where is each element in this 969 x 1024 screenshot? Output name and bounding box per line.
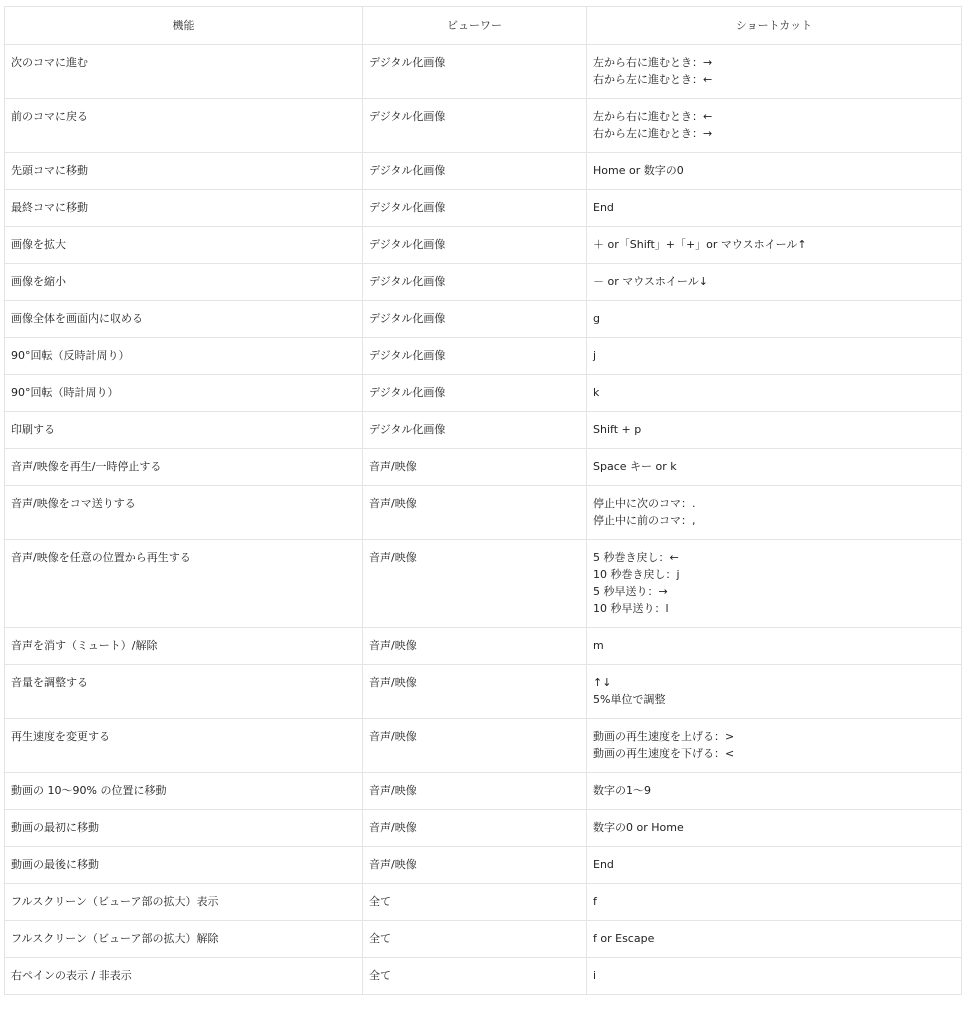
feature-cell: [5, 412, 363, 449]
shortcut-cell: [587, 540, 962, 628]
feature-text: 再生速度を変更する: [11, 730, 110, 743]
shortcut-cell: [587, 190, 962, 227]
feature-cell: [5, 153, 363, 190]
viewer-cell: [363, 884, 587, 921]
feature-text: 音声/映像を任意の位置から再生する: [11, 551, 191, 564]
feature-cell: [5, 665, 363, 719]
shortcut-cell: [587, 301, 962, 338]
column-header-shortcut: ショートカット: [587, 7, 962, 45]
feature-cell: [5, 810, 363, 847]
table-row: [5, 45, 962, 99]
feature-cell: [5, 301, 363, 338]
feature-text: 前のコマに戻る: [11, 110, 88, 123]
viewer-text: 音声/映像: [369, 858, 417, 871]
shortcut-line: i: [593, 969, 597, 982]
feature-text: 次のコマに進む: [11, 56, 88, 69]
viewer-text: デジタル化画像: [369, 312, 446, 325]
feature-text: 画像を縮小: [11, 275, 66, 288]
table-row: [5, 884, 962, 921]
table-row: [5, 719, 962, 773]
viewer-cell: [363, 486, 587, 540]
feature-text: 90°回転（反時計周り）: [11, 349, 130, 362]
viewer-text: デジタル化画像: [369, 56, 446, 69]
viewer-text: 全て: [369, 932, 391, 945]
viewer-text: 音声/映像: [369, 730, 417, 743]
viewer-text: 音声/映像: [369, 821, 417, 834]
viewer-cell: [363, 301, 587, 338]
feature-text: 画像全体を画面内に収める: [11, 312, 143, 325]
viewer-text: デジタル化画像: [369, 164, 446, 177]
shortcut-line: Home or 数字の0: [593, 164, 684, 177]
feature-cell: [5, 99, 363, 153]
shortcut-cell: [587, 412, 962, 449]
table-row: [5, 810, 962, 847]
shortcut-cell: [587, 810, 962, 847]
table-body: [5, 45, 962, 995]
shortcut-line: 動画の再生速度を上げる：>: [593, 730, 735, 743]
shortcut-cell: [587, 921, 962, 958]
viewer-cell: [363, 921, 587, 958]
feature-cell: [5, 958, 363, 995]
table-row: [5, 227, 962, 264]
column-header-feature: 機能: [5, 7, 363, 45]
shortcut-line: 左から右に進むとき：→: [593, 56, 713, 69]
feature-text: 90°回転（時計周り）: [11, 386, 119, 399]
shortcut-line: m: [593, 639, 604, 652]
shortcut-cell: [587, 665, 962, 719]
shortcut-cell: [587, 486, 962, 540]
viewer-cell: [363, 449, 587, 486]
viewer-cell: [363, 412, 587, 449]
viewer-text: 音声/映像: [369, 551, 417, 564]
viewer-cell: [363, 99, 587, 153]
shortcut-cell: [587, 375, 962, 412]
table-row: [5, 301, 962, 338]
viewer-cell: [363, 719, 587, 773]
viewer-cell: [363, 190, 587, 227]
viewer-cell: [363, 540, 587, 628]
table-row: [5, 190, 962, 227]
feature-text: 最終コマに移動: [11, 201, 88, 214]
viewer-cell: [363, 45, 587, 99]
feature-cell: [5, 227, 363, 264]
shortcut-line: f or Escape: [593, 932, 655, 945]
shortcut-line: End: [593, 201, 614, 214]
feature-text: 動画の 10〜90% の位置に移動: [11, 784, 167, 797]
shortcut-line: 右から左に進むとき：←: [593, 73, 713, 86]
table-row: [5, 847, 962, 884]
feature-text: 先頭コマに移動: [11, 164, 88, 177]
table-row: [5, 153, 962, 190]
shortcut-cell: [587, 449, 962, 486]
table-row: [5, 628, 962, 665]
feature-cell: [5, 45, 363, 99]
feature-cell: [5, 486, 363, 540]
table-row: [5, 773, 962, 810]
viewer-text: デジタル化画像: [369, 423, 446, 436]
shortcut-table-wrapper: [4, 6, 961, 995]
feature-cell: [5, 449, 363, 486]
feature-text: 動画の最後に移動: [11, 858, 99, 871]
table-row: [5, 99, 962, 153]
shortcut-line: j: [593, 349, 597, 362]
shortcut-line: End: [593, 858, 614, 871]
viewer-text: デジタル化画像: [369, 238, 446, 251]
column-header-viewer: ビューワー: [363, 7, 587, 45]
shortcut-line: 5%単位で調整: [593, 693, 666, 706]
viewer-text: 音声/映像: [369, 497, 417, 510]
shortcut-line: 動画の再生速度を下げる：<: [593, 747, 735, 760]
feature-text: 印刷する: [11, 423, 55, 436]
feature-cell: [5, 338, 363, 375]
feature-cell: [5, 773, 363, 810]
shortcut-line: 10 秒巻き戻し：j: [593, 568, 680, 581]
viewer-text: 全て: [369, 895, 391, 908]
feature-text: 音声/映像をコマ送りする: [11, 497, 136, 510]
feature-text: 音声を消す（ミュート）/解除: [11, 639, 158, 652]
shortcut-cell: [587, 153, 962, 190]
viewer-cell: [363, 375, 587, 412]
table-row: [5, 338, 962, 375]
feature-cell: [5, 921, 363, 958]
header-row: [5, 7, 962, 45]
shortcut-line: ＋ or「Shift」+「+」or マウスホイール↑: [593, 238, 807, 251]
viewer-cell: [363, 628, 587, 665]
viewer-text: 音声/映像: [369, 460, 417, 473]
viewer-cell: [363, 810, 587, 847]
shortcut-cell: [587, 847, 962, 884]
feature-cell: [5, 190, 363, 227]
feature-text: フルスクリーン（ビューア部の拡大）解除: [11, 932, 219, 945]
viewer-cell: [363, 665, 587, 719]
table-row: [5, 540, 962, 628]
shortcut-line: g: [593, 312, 600, 325]
shortcut-line: 停止中に次のコマ：.: [593, 497, 696, 510]
shortcut-line: ↑↓: [593, 676, 612, 689]
feature-cell: [5, 375, 363, 412]
viewer-text: 音声/映像: [369, 784, 417, 797]
viewer-text: デジタル化画像: [369, 275, 446, 288]
viewer-cell: [363, 153, 587, 190]
table-row: [5, 264, 962, 301]
feature-cell: [5, 264, 363, 301]
shortcut-line: 10 秒早送り：l: [593, 602, 669, 615]
shortcut-line: Shift + p: [593, 423, 642, 436]
feature-text: 右ペインの表示 / 非表示: [11, 969, 132, 982]
shortcut-cell: [587, 884, 962, 921]
shortcut-line: Space キー or k: [593, 460, 677, 473]
table-row: [5, 375, 962, 412]
shortcut-cell: [587, 227, 962, 264]
table-row: [5, 449, 962, 486]
shortcut-cell: [587, 45, 962, 99]
shortcut-cell: [587, 719, 962, 773]
feature-cell: [5, 628, 363, 665]
viewer-cell: [363, 338, 587, 375]
viewer-cell: [363, 847, 587, 884]
table-row: [5, 486, 962, 540]
shortcut-cell: [587, 628, 962, 665]
shortcut-line: 停止中に前のコマ：,: [593, 514, 696, 527]
shortcut-cell: [587, 958, 962, 995]
viewer-cell: [363, 958, 587, 995]
feature-text: 画像を拡大: [11, 238, 66, 251]
feature-text: フルスクリーン（ビューア部の拡大）表示: [11, 895, 219, 908]
shortcut-table: [4, 6, 962, 995]
table-header: [5, 7, 962, 45]
table-row: [5, 665, 962, 719]
table-row: [5, 921, 962, 958]
viewer-text: デジタル化画像: [369, 110, 446, 123]
viewer-cell: [363, 227, 587, 264]
shortcut-cell: [587, 338, 962, 375]
viewer-cell: [363, 773, 587, 810]
shortcut-cell: [587, 264, 962, 301]
viewer-text: 全て: [369, 969, 391, 982]
table-row: [5, 958, 962, 995]
viewer-text: 音声/映像: [369, 639, 417, 652]
viewer-text: デジタル化画像: [369, 386, 446, 399]
viewer-text: 音声/映像: [369, 676, 417, 689]
shortcut-line: － or マウスホイール↓: [593, 275, 708, 288]
feature-cell: [5, 719, 363, 773]
feature-cell: [5, 884, 363, 921]
viewer-text: デジタル化画像: [369, 349, 446, 362]
viewer-text: デジタル化画像: [369, 201, 446, 214]
shortcut-line: 5 秒巻き戻し：←: [593, 551, 679, 564]
feature-text: 音量を調整する: [11, 676, 88, 689]
shortcut-line: 左から右に進むとき：←: [593, 110, 713, 123]
feature-text: 動画の最初に移動: [11, 821, 99, 834]
table-row: [5, 412, 962, 449]
feature-cell: [5, 847, 363, 884]
viewer-cell: [363, 264, 587, 301]
feature-cell: [5, 540, 363, 628]
shortcut-line: 5 秒早送り：→: [593, 585, 668, 598]
shortcut-cell: [587, 99, 962, 153]
shortcut-line: 右から左に進むとき：→: [593, 127, 713, 140]
feature-text: 音声/映像を再生/一時停止する: [11, 460, 162, 473]
shortcut-line: 数字の0 or Home: [593, 821, 684, 834]
shortcut-line: k: [593, 386, 600, 399]
shortcut-cell: [587, 773, 962, 810]
shortcut-line: 数字の1〜9: [593, 784, 651, 797]
shortcut-line: f: [593, 895, 597, 908]
